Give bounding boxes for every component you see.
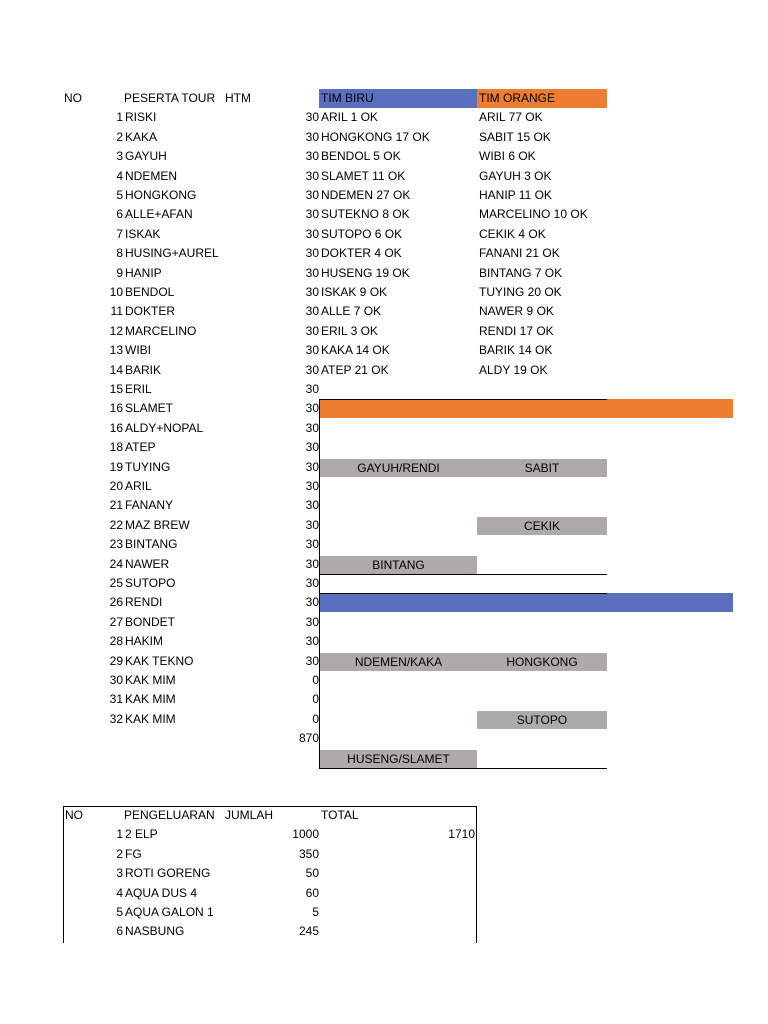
box-sutopo[interactable]: SUTOPO (477, 711, 607, 729)
tim-biru-entry[interactable]: BENDOL 5 OK (321, 149, 401, 163)
participant-name[interactable]: ISKAK (125, 227, 161, 241)
participant-htm[interactable]: 30 (305, 343, 319, 357)
participant-no[interactable]: 18 (109, 440, 123, 454)
tim-orange-entry[interactable]: BINTANG 7 OK (479, 266, 563, 280)
participant-no[interactable]: 24 (109, 557, 123, 571)
tim-orange-entry[interactable]: ARIL 77 OK (479, 110, 543, 124)
tim-orange-entry[interactable]: HANIP 11 OK (479, 188, 552, 202)
participant-htm[interactable]: 30 (305, 304, 319, 318)
participant-no[interactable]: 3 (116, 149, 123, 163)
header-tim-orange[interactable]: TIM ORANGE (479, 91, 556, 105)
participant-no[interactable]: 23 (109, 537, 123, 551)
participant-no[interactable]: 22 (109, 518, 123, 532)
tim-orange-entry[interactable]: SABIT 15 OK (479, 130, 551, 144)
participant-name[interactable]: KAKA (125, 130, 158, 144)
participant-htm[interactable]: 30 (305, 207, 319, 221)
tim-biru-entry[interactable]: SUTOPO 6 OK (321, 227, 403, 241)
tim-biru-entry[interactable]: SLAMET 11 OK (321, 169, 406, 183)
participant-name[interactable]: ARIL (125, 479, 152, 493)
participant-no[interactable]: 30 (109, 673, 123, 687)
participant-no[interactable]: 8 (116, 246, 123, 260)
expense-item[interactable]: AQUA GALON 1 (125, 905, 214, 919)
participant-htm[interactable]: 30 (305, 401, 319, 415)
participant-htm[interactable]: 30 (305, 615, 319, 629)
expense-jumlah[interactable]: 50 (305, 866, 319, 880)
participant-no[interactable]: 27 (109, 615, 123, 629)
participant-htm[interactable]: 30 (305, 246, 319, 260)
participant-htm[interactable]: 30 (305, 440, 319, 454)
participant-no[interactable]: 32 (109, 712, 123, 726)
participant-name[interactable]: FANANY (125, 498, 174, 512)
header-peserta[interactable]: PESERTA TOUR (124, 91, 216, 105)
participant-name[interactable]: HAKIM (125, 634, 164, 648)
participant-htm[interactable]: 30 (305, 595, 319, 609)
participant-htm[interactable]: 30 (305, 518, 319, 532)
participant-name[interactable]: TUYING (125, 460, 171, 474)
tim-orange-entry[interactable]: ALDY 19 OK (479, 363, 548, 377)
team-area-left-border (319, 399, 320, 768)
participant-htm[interactable]: 30 (305, 460, 319, 474)
expense-jumlah[interactable]: 350 (298, 847, 319, 861)
tim-orange-entry[interactable]: WIBI 6 OK (479, 149, 536, 163)
participant-htm[interactable]: 30 (305, 498, 319, 512)
participant-name[interactable]: ATEP (125, 440, 156, 454)
tim-biru-entry[interactable]: ALLE 7 OK (321, 304, 382, 318)
participant-no[interactable]: 11 (110, 304, 123, 318)
line-above-orange-band (319, 399, 607, 400)
participant-name[interactable]: HANIP (125, 266, 162, 280)
participant-name[interactable]: MAZ BREW (125, 518, 190, 532)
participant-htm[interactable]: 30 (305, 382, 319, 396)
participant-no[interactable]: 13 (109, 343, 123, 357)
expenses-header-pengeluaran[interactable]: PENGELUARAN (124, 808, 215, 822)
participant-htm[interactable]: 30 (305, 557, 319, 571)
box-bintang[interactable]: BINTANG (320, 556, 477, 574)
tim-orange-entry[interactable]: BARIK 14 OK (479, 343, 553, 357)
expenses-left-border (63, 806, 64, 943)
expenses-header-total[interactable]: TOTAL (321, 808, 359, 822)
tim-biru-entry[interactable]: DOKTER 4 OK (321, 246, 402, 260)
participant-no[interactable]: 14 (109, 363, 123, 377)
htm-total[interactable]: 870 (298, 731, 319, 745)
participant-htm[interactable]: 0 (312, 692, 319, 706)
tim-biru-entry[interactable]: ISKAK 9 OK (321, 285, 388, 299)
participant-htm[interactable]: 30 (305, 654, 319, 668)
participant-no[interactable]: 1 (116, 110, 123, 124)
participant-htm[interactable]: 30 (305, 130, 319, 144)
participant-htm[interactable]: 30 (305, 421, 319, 435)
participant-htm[interactable]: 30 (305, 169, 319, 183)
participant-htm[interactable]: 30 (305, 110, 319, 124)
participant-no[interactable]: 26 (109, 595, 123, 609)
participant-name[interactable]: GAYUH (125, 149, 167, 163)
participant-name[interactable]: KAK MIM (125, 673, 176, 687)
tim-orange-entry[interactable]: CEKIK 4 OK (479, 227, 546, 241)
participant-htm[interactable]: 30 (305, 149, 319, 163)
participant-htm[interactable]: 30 (305, 188, 319, 202)
participant-name[interactable]: BINTANG (125, 537, 178, 551)
participant-name[interactable]: RENDI (125, 595, 163, 609)
participant-no[interactable]: 21 (109, 498, 123, 512)
expense-no[interactable]: 3 (116, 866, 123, 880)
participant-htm[interactable]: 30 (305, 576, 319, 590)
participant-name[interactable]: HONGKONG (125, 188, 197, 202)
tim-orange-entry[interactable]: NAWER 9 OK (479, 304, 554, 318)
participant-htm[interactable]: 30 (305, 266, 319, 280)
participant-no[interactable]: 20 (109, 479, 123, 493)
participant-name[interactable]: NAWER (125, 557, 170, 571)
participant-no[interactable]: 7 (116, 227, 123, 241)
expense-no[interactable]: 4 (116, 886, 123, 900)
box-cekik[interactable]: CEKIK (477, 517, 607, 535)
participant-no[interactable]: 29 (109, 654, 123, 668)
box-sabit[interactable]: SABIT (477, 459, 607, 477)
line-below-huseng (319, 768, 607, 769)
expense-item[interactable]: NASBUNG (125, 924, 185, 938)
participant-no[interactable]: 12 (109, 324, 123, 338)
tim-biru-entry[interactable]: HUSENG 19 OK (321, 266, 410, 280)
participant-htm[interactable]: 30 (305, 537, 319, 551)
participant-name[interactable]: KAK MIM (125, 712, 176, 726)
box-ndemen-kaka[interactable]: NDEMEN/KAKA (320, 653, 477, 671)
participant-no[interactable]: 19 (109, 460, 123, 474)
expenses-right-border (476, 806, 477, 943)
participant-no[interactable]: 5 (116, 188, 123, 202)
participant-no[interactable]: 10 (109, 285, 123, 299)
expense-no[interactable]: 1 (116, 827, 123, 841)
expense-jumlah[interactable]: 245 (298, 924, 319, 938)
tim-biru-entry[interactable]: NDEMEN 27 OK (321, 188, 411, 202)
participant-name[interactable]: RISKI (125, 110, 157, 124)
tim-orange-entry[interactable]: RENDI 17 OK (479, 324, 554, 338)
participant-name[interactable]: WIBI (125, 343, 151, 357)
box-hongkong[interactable]: HONGKONG (477, 653, 607, 671)
participant-no[interactable]: 2 (116, 130, 123, 144)
expenses-total[interactable]: 1710 (448, 827, 475, 841)
participant-htm[interactable]: 30 (305, 634, 319, 648)
participant-name[interactable]: BONDET (125, 615, 176, 629)
expense-item[interactable]: FG (125, 847, 142, 861)
tim-orange-entry[interactable]: GAYUH 3 OK (479, 169, 552, 183)
participant-no[interactable]: 28 (109, 634, 123, 648)
participant-name[interactable]: ALDY+NOPAL (125, 421, 204, 435)
participant-htm[interactable]: 30 (305, 227, 319, 241)
tim-biru-entry[interactable]: ATEP 21 OK (321, 363, 389, 377)
participant-no[interactable]: 4 (116, 169, 123, 183)
participant-no[interactable]: 6 (116, 207, 123, 221)
expense-no[interactable]: 6 (116, 924, 123, 938)
header-tim-biru[interactable]: TIM BIRU (321, 91, 374, 105)
expense-jumlah[interactable]: 1000 (292, 827, 319, 841)
header-htm[interactable]: HTM (225, 91, 251, 105)
participant-name[interactable]: ERIL (125, 382, 152, 396)
expense-jumlah[interactable]: 60 (305, 886, 319, 900)
expense-no[interactable]: 2 (116, 847, 123, 861)
participant-name[interactable]: BARIK (125, 363, 162, 377)
box-gayuh-rendi[interactable]: GAYUH/RENDI (320, 459, 477, 477)
line-above-blue-band (319, 593, 607, 594)
participant-htm[interactable]: 30 (305, 285, 319, 299)
participant-no[interactable]: 16 (109, 421, 123, 435)
expenses-header-no[interactable]: NO (65, 808, 83, 822)
tim-orange-entry[interactable]: FANANI 21 OK (479, 246, 560, 260)
participant-name[interactable]: MARCELINO (125, 324, 197, 338)
participant-name[interactable]: DOKTER (125, 304, 176, 318)
participant-htm[interactable]: 30 (305, 324, 319, 338)
participant-name[interactable]: SUTOPO (125, 576, 176, 590)
expense-item[interactable]: ROTI GORENG (125, 866, 211, 880)
participant-name[interactable]: HUSING+AUREL (125, 246, 219, 260)
tim-biru-entry[interactable]: ARIL 1 OK (321, 110, 378, 124)
expenses-header-jumlah[interactable]: JUMLAH (225, 808, 274, 822)
tim-orange-entry[interactable]: MARCELINO 10 OK (479, 207, 588, 221)
header-no[interactable]: NO (64, 91, 82, 105)
tim-biru-entry[interactable]: SUTEKNO 8 OK (321, 207, 410, 221)
participant-no[interactable]: 16 (109, 401, 123, 415)
orange-separator-band (319, 399, 733, 418)
tim-biru-entry[interactable]: ERIL 3 OK (321, 324, 378, 338)
participant-htm[interactable]: 0 (312, 673, 319, 687)
box-huseng-slamet[interactable]: HUSENG/SLAMET (320, 750, 477, 768)
participant-name[interactable]: NDEMEN (125, 169, 178, 183)
tim-orange-entry[interactable]: TUYING 20 OK (479, 285, 562, 299)
participant-no[interactable]: 9 (116, 266, 123, 280)
tim-biru-entry[interactable]: HONGKONG 17 OK (321, 130, 430, 144)
expense-item[interactable]: AQUA DUS 4 (125, 886, 198, 900)
participant-no[interactable]: 31 (109, 692, 123, 706)
participant-name[interactable]: KAK TEKNO (125, 654, 194, 668)
participant-no[interactable]: 15 (109, 382, 123, 396)
expense-jumlah[interactable]: 5 (312, 905, 319, 919)
expense-item[interactable]: 2 ELP (125, 827, 158, 841)
participant-name[interactable]: SLAMET (125, 401, 174, 415)
participant-name[interactable]: KAK MIM (125, 692, 176, 706)
participant-name[interactable]: BENDOL (125, 285, 175, 299)
participant-htm[interactable]: 0 (312, 712, 319, 726)
line-below-bintang (319, 574, 607, 575)
participant-htm[interactable]: 30 (305, 479, 319, 493)
participant-htm[interactable]: 30 (305, 363, 319, 377)
blue-separator-band (319, 593, 733, 612)
expense-no[interactable]: 5 (116, 905, 123, 919)
participant-no[interactable]: 25 (109, 576, 123, 590)
tim-biru-entry[interactable]: KAKA 14 OK (321, 343, 390, 357)
participant-name[interactable]: ALLE+AFAN (125, 207, 193, 221)
